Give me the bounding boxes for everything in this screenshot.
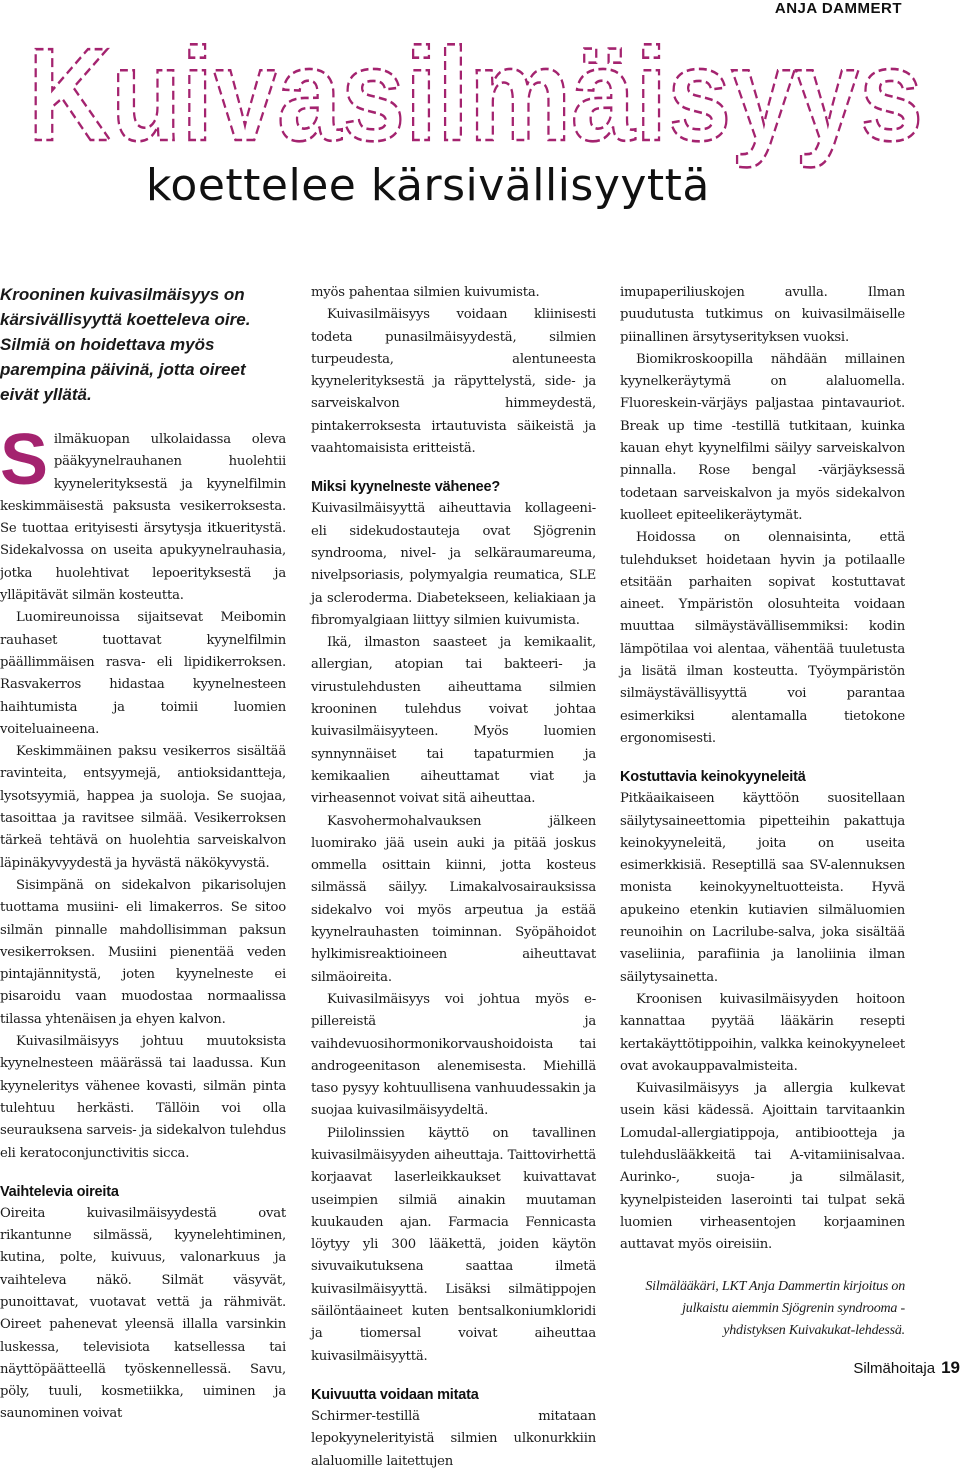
intro-paragraph bbox=[0, 420, 286, 607]
author-signature: Silmälääkäri, LKT Anja Dammertin kirjoitus on julkaistu aiemmin Sjögrenin syndrooma -yhdistyksen Kuivakukat-lehdessä. bbox=[645, 1279, 905, 1339]
page-footer bbox=[853, 1358, 960, 1378]
column-2 bbox=[311, 282, 596, 1473]
body-paragraph: Hoidossa on olennaisinta, että tulehdukset hoidetaan hyvin ja potilaalle etsitään parhaiten sopivat kostuttavat aineet. Ympäristön olosuhteita voidaan muuttaa silmäystävällisemmiksi: kodin lämpötilaa voi alentaa, vähentää tuuletusta ja lisätä ilman kosteutta. Työympäristön silmäystävällisyyttä voi parantaa esimerkiksi alentamalla tietokone ergonomisesti. bbox=[620, 530, 905, 746]
body-paragraph: Kuivasilmäisyys voidaan kliinisesti todeta punasilmäisyydestä, silmien turpeudesta, alentuneesta kyynelerityksestä ja räpyttelystä, side- ja sarveiskalvon himmeydestä, pintakerroksesta irtautuvista säikeistä ja vaahtomaisista eritteistä. bbox=[311, 307, 596, 457]
section-heading: Miksi kyynelneste vähenee? bbox=[311, 479, 501, 496]
article-title-text: Kuivasilmäisyys bbox=[28, 21, 923, 168]
body-paragraph: Kuivasilmäisyys johtuu muutoksista kyynelnesteen määrässä tai laadussa. Kun kyyneleritys vähenee kovasti, silmän pinta tulehtuu herkästi. Tällöin voi olla seurauksena sarveis- ja sidekalvon tulehdus eli keratoconjunctivitis sicca. bbox=[0, 1034, 286, 1161]
section-heading: Kostuttavia keinokyyneleitä bbox=[620, 769, 806, 786]
body-paragraph: Luomireunoissa sijaitsevat Meibomin rauhaset tuottavat kyynelfilmin päällimmäisen rasva- eli lipidikerroksen. Rasvakerros hidastaa kyynelnesteen haihtumista ja toimii luomien voiteluaineena. bbox=[0, 610, 286, 737]
body-paragraph: Ikä, ilmaston saasteet ja kemikaalit, allergian, atopian tai bakteeri- ja virustulehdusten aiheuttama silmien krooninen tulehdus voivat johtaa kuivasilmäisyyteen. Myös luomien synnynnäiset tai tapaturmien ja kemikaalien aiheuttamat viat ja virheasennot voivat sitä aiheuttaa. bbox=[311, 635, 596, 807]
body-paragraph: Pitkäaikaiseen käyttöön suositellaan säilytysaineettomia pipetteihin pakattuja keinokyyneleitä, joita on useita esimerkkisiä. Reseptillä saa SV-alennuksen monista keinokyyneltuotteista. Hyvä apukeino etenkin kutiavien silmäluomien reunoihin on Lacrilube-salva, joka sisältää vaseliinia, parafiinia ja lanoliinia ilman säilytysainetta. bbox=[620, 791, 905, 985]
article-title bbox=[28, 21, 928, 168]
body-paragraph: Kroonisen kuivasilmäisyyden hoitoon kannattaa pyytää lääkärin resepti kertakäyttötippoihin, valkka keinokyyneleet ovat avokauppavalmisteita. bbox=[620, 991, 905, 1074]
body-paragraph: Sisimpänä on sidekalvon pikarisolujen tuottama musiini- eli limakerros. Se sitoo silmän pinnalle mahdollisimman paksun vesikerroksen. Musiini pienentää veden pintajännitystä, joten kyynelneste ei pisaroidu vaan muodostaa normaalissa tilassa yhtenäisen ja ehyen kalvon. bbox=[0, 877, 286, 1027]
body-paragraph: Keskimmäinen paksu vesikerros sisältää ravinteita, entsyymejä, antioksidantteja, lysotsyymiä, happea ja suoloja. Se suojaa, tasoittaa ja ravitsee silmää. Vesikerroksen tärkeä tehtävä on huolehtia sarveiskalvon läpinäkyvyydestä ja hyvästä näkökyvystä. bbox=[0, 744, 286, 871]
article-subtitle: koettelee kärsivällisyyttä bbox=[146, 160, 710, 211]
body-paragraph: Biomikroskoopilla nähdään millainen kyynelkeräytymä on alaluomella. Fluoreskein-värjäys paljastaa pintavauriot. Break up time -testillä tutkitaan, kuinka kauan ehyt kyynelfilmi säilyy sarveiskalvon pinnalla. Rose bengal -värjäyksessä todetaan sarveiskalvon ja myös sidekalvon kuolleet epiteelikeräytymät. bbox=[620, 351, 905, 523]
body-paragraph: Schirmer-testillä mitataan lepokyynelerityistä silmien ulkonurkkiin alaluomille laitettujen bbox=[311, 1408, 596, 1469]
section-heading: Vaihtelevia oireita bbox=[0, 1183, 119, 1200]
section-heading: Kuivuutta voidaan mitata bbox=[311, 1386, 479, 1403]
intro-text: ilmäkuopan ulkolaidassa oleva pääkyynelrauhanen huolehtii kyynelerityksestä ja kyynelfilmin keskimmäisestä paksusta vesikerroksesta. Se tuottaa erityisesti ärsytysja itkueritystä. Sidekalvossa on useita apukyynelrauhasia, jotka huolehtivat lepoerityksestä ja ylläpitävät silmän kosteutta. bbox=[0, 432, 286, 604]
body-paragraph: imupaperiliuskojen avulla. Ilman puudutusta tutkimus on kuivasilmäiselle piinallinen ärsytyserityksen vuoksi. bbox=[620, 285, 905, 345]
column-3 bbox=[620, 282, 905, 1342]
page-number: 19 bbox=[941, 1358, 960, 1377]
body-paragraph: Kasvohermohalvauksen jälkeen luomirako jää usein auki ja pitää joskus ommella osittain kiinni, jotta kosteus silmässä säilyy. Limakalvosairauksissa sidekalvo voi myös arpeutua ja estää kyynelrauhasten toiminnan. Syöpähoidot hylkimisreaktioineen aiheuttavat silmäoireita. bbox=[311, 813, 596, 985]
body-paragraph: myös pahentaa silmien kuivumista. bbox=[311, 285, 540, 300]
lead-paragraph: Krooninen kuivasilmäisyys on kärsivällisyyttä koetteleva oire. Silmiä on hoidettava myös parempina päivinä, jotta oireet eivät yllätä. bbox=[0, 285, 251, 404]
body-paragraph: Kuivasilmäisyys voi johtua myös e-pillereistä ja vaihdevuosihormonikorvaushoidoista tai androgeenitason alenemisesta. Miehillä taso pysyy kohtuullisena vanhuudessakin ja suojaa kuivasilmäisyydeltä. bbox=[311, 991, 596, 1119]
body-paragraph: Piilolinssien käyttö on tavallinen kuivasilmäisyyden aiheuttaja. Taittovirhettä korjaavat laserleikkaukset kuivattavat useimpien silmiä ainakin muutaman kuukauden ajan. Farmacia Fennicasta löytyy yli 300 lääkettä, joiden käytön sivuvaikutuksena saattaa ilmetä kuivasilmäisyyttä. Lisäksi silmätippojen säilöntäaineet kuten bentsalkoniumkloridi ja tiomersal voivat aiheuttaa kuivasilmäisyyttä. bbox=[311, 1125, 596, 1364]
body-paragraph: Kuivasilmäisyyttä aiheuttavia kollageeni- eli sidekudostauteja ovat Sjögrenin syndrooma, nivel- ja selkäraumareuma, nivelpsoriasis, polymyalgia reumatica, SLE ja scleroderma. Diabetekseen, keliakiaan ja fibromyalgiaan liittyy silmien kuivumista. bbox=[311, 501, 596, 628]
author-name: ANJA DAMMERT bbox=[774, 0, 902, 17]
drop-cap: S bbox=[0, 420, 48, 500]
body-paragraph: Oireita kuivasilmäisyydestä ovat rikantunne silmässä, kyynelehtiminen, kutina, polte, kuivuus, valonarkuus ja vaihteleva näkö. Silmät väsyvät, punoittavat, vuotavat vettä ja rähmivät. Oireet pahenevat yleensä illalla varsinkin luskessa, televisiota katsellessa tai näyttöpäätteellä työskennellessä. Savu, pöly, tuuli, kosmetiikka, uiminen ja saunominen voivat bbox=[0, 1205, 286, 1422]
body-paragraph: Kuivasilmäisyys ja allergia kulkevat usein käsi kädessä. Ajoittain tarvitaankin Lomudal-allergiatippoja, antibiootteja ja tulehduslääkkeitä tai A-vitamiinisalvaa. Aurinko-, suoja- ja silmälasit, kyynelpisteiden laserointi tai tulpat sekä luomien virheasentojen korjaaminen auttavat myös oireisiin. bbox=[620, 1081, 905, 1253]
column-1 bbox=[0, 282, 286, 1426]
magazine-name: Silmähoitaja bbox=[853, 1360, 936, 1377]
